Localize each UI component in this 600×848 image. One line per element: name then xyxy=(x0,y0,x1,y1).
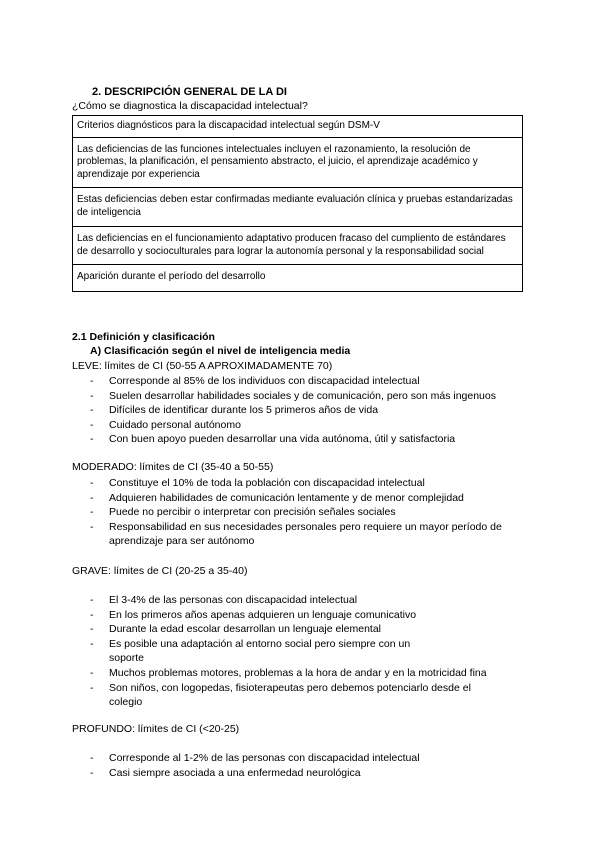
list-item: - Casi siempre asociada a una enfermedad neurológica xyxy=(90,766,530,781)
list-item: - Cuidado personal autónomo xyxy=(90,418,530,433)
level-profundo-list xyxy=(90,751,530,780)
list-item: - Corresponde al 1-2% de las personas con discapacidad intelectual xyxy=(90,751,530,766)
level-leve-label: LEVE: límites de CI (50-55 A APROXIMADAMENTE 70) xyxy=(72,360,333,372)
table-cell: Criterios diagnósticos para la discapacidad intelectual según DSM-V xyxy=(73,116,523,138)
section-title: 2. DESCRIPCIÓN GENERAL DE LA DI xyxy=(92,86,287,98)
list-item: - Corresponde al 85% de los individuos con discapacidad intelectual xyxy=(90,374,530,389)
subsection-heading: 2.1 Definición y clasificación xyxy=(72,331,215,343)
level-moderado-label: MODERADO: límites de CI (35-40 a 50-55) xyxy=(72,461,274,473)
table-cell: Las deficiencias en el funcionamiento adaptativo producen fracaso del cumpliento de estándares de desarrollo y socioculturales para lograr la autonomía personal y la responsabilidad social xyxy=(73,227,523,265)
table-row xyxy=(73,116,523,138)
list-item: - En los primeros años apenas adquieren un lenguaje comunicativo xyxy=(90,608,530,623)
list-item: - Constituye el 10% de toda la población con discapacidad intelectual xyxy=(90,476,530,491)
table-cell: Aparición durante el período del desarrollo xyxy=(73,265,523,292)
list-item: - Adquieren habilidades de comunicación lentamente y de menor complejidad xyxy=(90,491,530,506)
level-moderado-list xyxy=(90,476,530,549)
level-profundo-label: PROFUNDO: límites de CI (<20-25) xyxy=(72,723,240,735)
section-question: ¿Cómo se diagnostica la discapacidad intelectual? xyxy=(72,100,308,112)
level-leve-list xyxy=(90,374,530,447)
classification-heading: A) Clasificación según el nivel de inteligencia media xyxy=(90,345,351,357)
list-item: - Difíciles de identificar durante los 5 primeros años de vida xyxy=(90,403,530,418)
list-item: - Con buen apoyo pueden desarrollar una vida autónoma, útil y satisfactoria xyxy=(90,432,530,447)
table-cell: Estas deficiencias deben estar confirmadas mediante evaluación clínica y pruebas estandarizadas de inteligencia xyxy=(73,188,523,227)
list-item: - Suelen desarrollar habilidades sociales y de comunicación, pero son más ingenuos xyxy=(90,389,530,404)
criteria-table xyxy=(72,115,523,292)
level-grave-label: GRAVE: límites de CI (20-25 a 35-40) xyxy=(72,565,248,577)
table-row xyxy=(73,188,523,227)
list-item: - Puede no percibir o interpretar con precisión señales sociales xyxy=(90,505,530,520)
list-item: - Durante la edad escolar desarrollan un lenguaje elemental xyxy=(90,622,530,637)
list-item: - El 3-4% de las personas con discapacidad intelectual xyxy=(90,593,530,608)
level-grave-list xyxy=(90,593,530,710)
table-row xyxy=(73,137,523,188)
table-row xyxy=(73,227,523,265)
list-item: - Son niños, con logopedas, fisioterapeutas pero debemos potenciarlo desde el colegio xyxy=(90,681,499,710)
list-item: - Responsabilidad en sus necesidades personales pero requiere un mayor período de aprendizaje para ser autónomo xyxy=(90,520,509,549)
list-item: - Es posible una adaptación al entorno social pero siempre con un soporte xyxy=(90,637,429,666)
table-cell: Las deficiencias de las funciones intelectuales incluyen el razonamiento, la resolución de problemas, la planificación, el pensamiento abstracto, el juicio, el aprendizaje académico y aprendizaje por experiencia xyxy=(73,137,523,188)
list-item: - Muchos problemas motores, problemas a la hora de andar y en la motricidad fina xyxy=(90,666,530,681)
table-row xyxy=(73,265,523,292)
